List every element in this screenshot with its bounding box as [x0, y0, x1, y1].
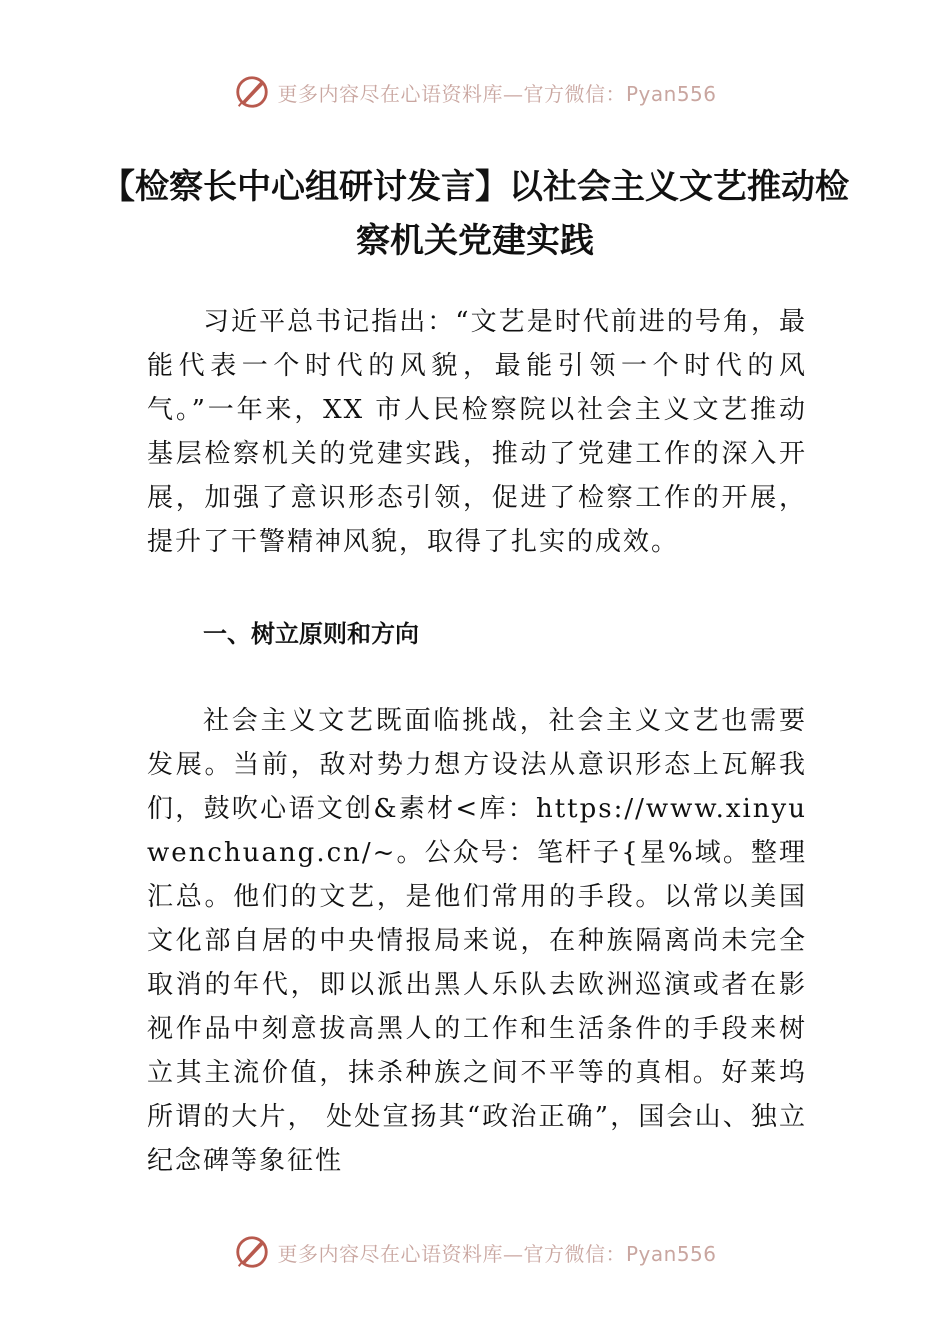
section-heading: 一、树立原则和方向: [203, 620, 419, 648]
body-paragraph-1: 习近平总书记指出：“文艺是时代前进的号角，最能代表一个时代的风貌，最能引领一个时代的风气。”一年来，XX 市人民检察院以社会主义文艺推动基层检察机关的党建实践，推动了党建工作的深入开展，加强了意识形态引领，促进了检察工作的开展，提升了干警精神风貌，取得了扎实的成效。: [147, 307, 807, 557]
quill-pen-logo-icon: [233, 1233, 271, 1271]
wechat-id: Pyan556: [625, 81, 717, 106]
wechat-id: Pyan556: [625, 1241, 717, 1266]
watermark-banner-top: [0, 72, 950, 112]
watermark-text: 更多内容尽在心语资料库—官方微信：Pyan556: [277, 81, 717, 106]
quill-pen-logo-icon: [233, 73, 271, 111]
watermark-text: 更多内容尽在心语资料库—官方微信：Pyan556: [277, 1241, 717, 1266]
watermark-banner-bottom: [0, 1232, 950, 1272]
document-title: 【检察长中心组研讨发言】以社会主义文艺推动检察机关党建实践: [101, 167, 849, 261]
body-paragraph-2: 社会主义文艺既面临挑战，社会主义文艺也需要发展。当前，敌对势力想方设法从意识形态上瓦解我们，鼓吹心语文创&素材<库：https://www.xinyuwenchuang.cn/~。公众号：笔杆子{星%域。整理汇总。他们的文艺，是他们常用的手段。以常以美国文化部自居的中央情报局来说，在种族隔离尚未完全取消的年代，即以派出黑人乐队去欧洲巡演或者在影视作品中刻意拔高黑人的工作和生活条件的手段来树立其主流价值，抹杀种族之间不平等的真相。好莱坞所谓的大片， 处处宣扬其“政治正确”，国会山、独立纪念碑等象征性: [147, 706, 807, 1176]
